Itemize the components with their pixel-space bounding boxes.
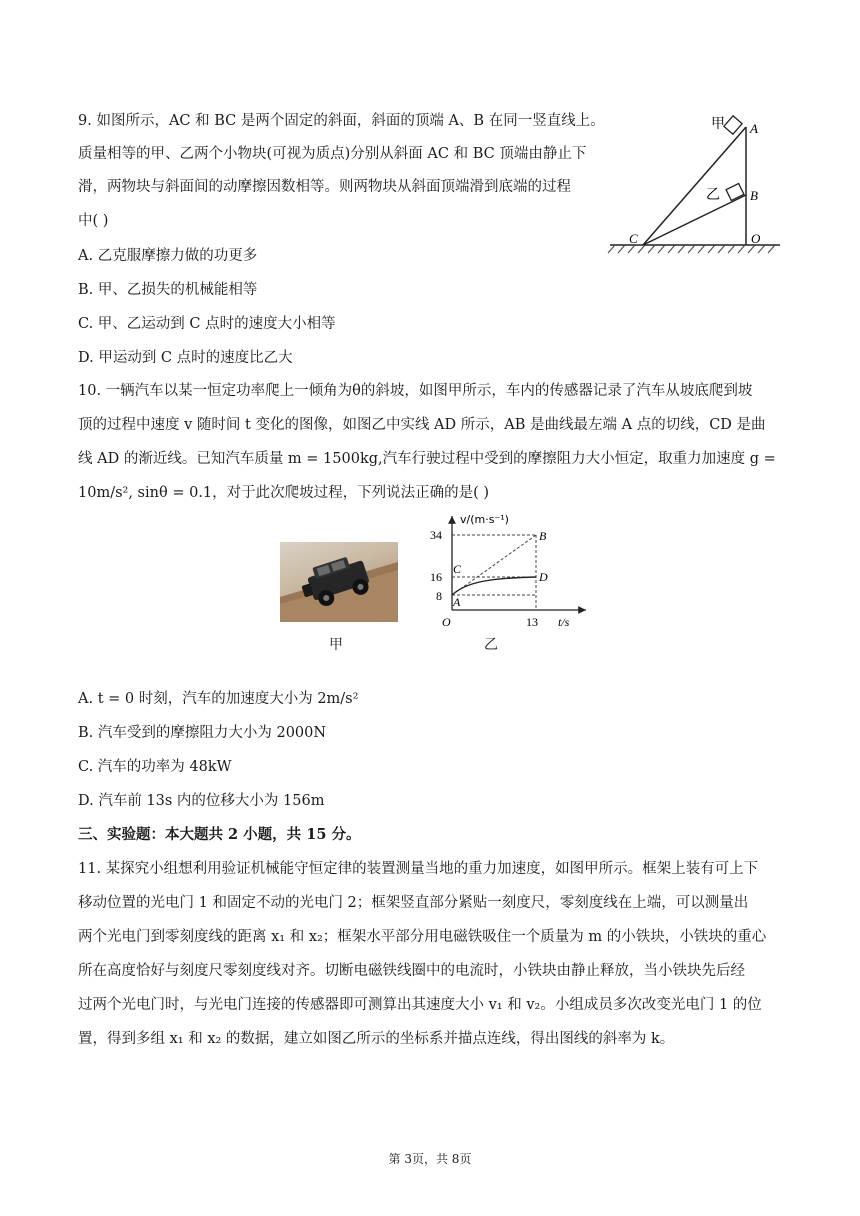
vt-graph (418, 508, 598, 632)
label-yi: 乙 (706, 187, 720, 203)
q10-option-c: C. 汽车的功率为 48kW (78, 759, 232, 775)
q11-line-2: 移动位置的光电门 1 和固定不动的光电门 2；框架竖直部分紧贴一刻度尺，零刻度线在上端，可以测量出 (78, 895, 749, 911)
q10-line-1: 10. 一辆汽车以某一恒定功率爬上一倾角为θ的斜坡，如图甲所示，车内的传感器记录了汽车从坡底爬到坡 (78, 383, 753, 399)
q9-option-a: A. 乙克服摩擦力做的功更多 (78, 248, 258, 264)
tick-34: 34 (430, 528, 442, 542)
v-axis-label: v/(m·s⁻¹) (460, 513, 509, 526)
q9-line-3: 滑，两物块与斜面间的动摩擦因数相等。则两物块从斜面顶端滑到底端的过程 (78, 179, 571, 195)
caption-yi: 乙 (484, 637, 498, 653)
t-axis-label: t/s (558, 615, 570, 629)
q9-option-d: D. 甲运动到 C 点时的速度比乙大 (78, 350, 293, 366)
label-o: O (751, 231, 761, 246)
q10-option-b: B. 汽车受到的摩擦阻力大小为 2000N (78, 725, 327, 741)
q10-option-d: D. 汽车前 13s 内的位移大小为 156m (78, 793, 325, 809)
label-jia: 甲 (711, 116, 725, 132)
label-b: B (750, 188, 758, 203)
q11-line-5: 过两个光电门时，与光电门连接的传感器即可测算出其速度大小 v₁ 和 v₂。小组成员多次改变光电门 1 的位 (78, 997, 762, 1013)
point-a: A (453, 595, 461, 609)
q10-line-4: 10m/s², sinθ = 0.1，对于此次爬坡过程，下列说法正确的是( ) (78, 485, 490, 501)
q9-option-c: C. 甲、乙运动到 C 点时的速度大小相等 (78, 316, 336, 332)
car-on-slope-photo (280, 542, 398, 622)
tick-13: 13 (526, 615, 538, 629)
incline-ac (643, 127, 746, 245)
q9-line-2: 质量相等的甲、乙两个小物块(可视为质点)分别从斜面 AC 和 BC 顶端由静止下 (78, 146, 587, 162)
q11-line-3: 两个光电门到零刻度线的距离 x₁ 和 x₂；框架水平部分用电磁铁吸住一个质量为 m 的小铁块，小铁块的重心 (78, 929, 767, 945)
label-a: A (750, 121, 758, 136)
origin-label: O (442, 615, 451, 629)
tick-8: 8 (436, 589, 442, 603)
q10-line-2: 顶的过程中速度 v 随时间 t 变化的图像，如图乙中实线 AD 所示，AB 是曲线最左端 A 点的切线，CD 是曲 (78, 417, 766, 433)
point-b: B (539, 529, 547, 543)
tick-16: 16 (430, 570, 442, 584)
caption-jia: 甲 (329, 637, 343, 653)
point-c: C (453, 562, 462, 576)
block-jia (724, 116, 742, 134)
q9-incline-figure (605, 105, 785, 265)
q9-line-1: 9. 如图所示，AC 和 BC 是两个固定的斜面，斜面的顶端 A、B 在同一竖直线上。 (78, 113, 605, 129)
q10-option-a: A. t = 0 时刻，汽车的加速度大小为 2m/s² (78, 691, 359, 707)
q10-line-3: 线 AD 的渐近线。已知汽车质量 m = 1500kg,汽车行驶过程中受到的摩擦阻力大小恒定，取重力加速度 g = (78, 451, 776, 467)
page-footer: 第 3页，共 8页 (388, 1152, 472, 1166)
q11-line-6: 置，得到多组 x₁ 和 x₂ 的数据，建立如图乙所示的坐标系并描点连线，得出图线的斜率为 k。 (78, 1031, 675, 1047)
q9-line-4: 中( ) (78, 213, 109, 229)
incline-bc (643, 195, 746, 245)
section-heading: 三、实验题：本大题共 2 小题，共 15 分。 (78, 826, 361, 843)
q9-option-b: B. 甲、乙损失的机械能相等 (78, 282, 258, 298)
tangent-ab (452, 535, 536, 595)
q11-line-1: 11. 某探究小组想利用验证机械能守恒定律的装置测量当地的重力加速度，如图甲所示。框架上装有可上下 (78, 861, 759, 877)
q11-line-4: 所在高度恰好与刻度尺零刻度线对齐。切断电磁铁线圈中的电流时，小铁块由静止释放，当小铁块先后经 (78, 963, 745, 979)
point-d: D (539, 570, 548, 584)
label-c: C (629, 231, 638, 246)
